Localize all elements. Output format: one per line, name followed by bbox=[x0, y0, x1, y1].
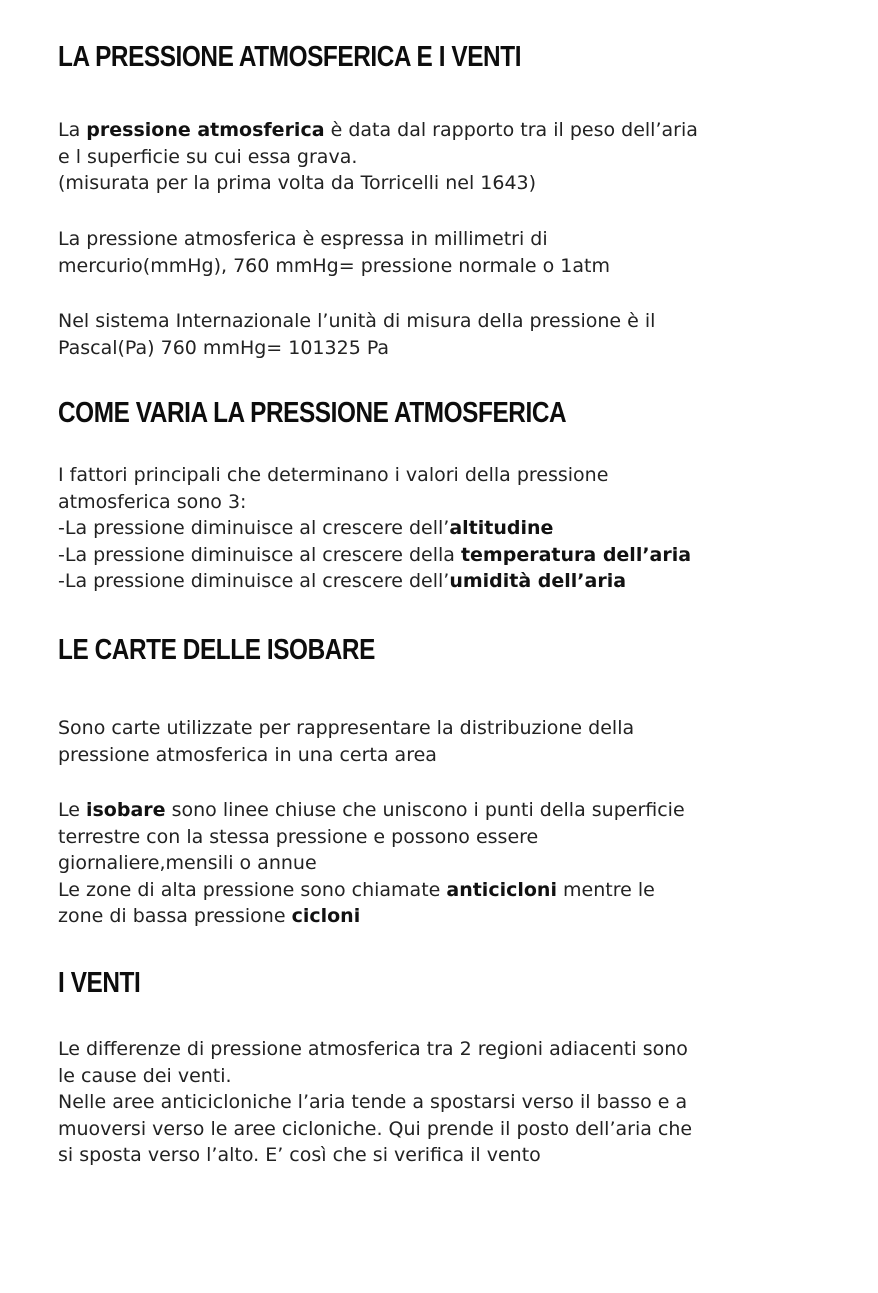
paragraph-carte bbox=[58, 715, 838, 768]
list-item: -La pressione diminuisce al crescere dell’altitudine bbox=[58, 517, 554, 539]
bold-term: cicloni bbox=[291, 905, 361, 927]
text-line: terrestre con la stessa pressione e possono essere bbox=[58, 825, 539, 848]
bold-term: anticicloni bbox=[446, 878, 557, 901]
heading-carte-isobare: LE CARTE DELLE ISOBARE bbox=[58, 634, 375, 666]
text-line: Nelle aree anticicloniche l’aria tende a spostarsi verso il basso e a bbox=[58, 1091, 688, 1113]
text-line: Le isobare sono linee chiuse che uniscono i punti della superficie bbox=[58, 799, 685, 821]
text-line: e l superficie su cui essa grava. bbox=[58, 145, 358, 168]
bold-term: pressione atmosferica bbox=[86, 119, 325, 141]
text-line: zone di bassa pressione cicloni bbox=[58, 905, 361, 927]
paragraph-fattori bbox=[58, 462, 838, 595]
bold-term: umidità dell’aria bbox=[449, 570, 627, 592]
text-line: La pressione atmosferica è data dal rapporto tra il peso dell’aria bbox=[58, 119, 698, 141]
text-line: I fattori principali che determinano i valori della pressione bbox=[58, 464, 609, 486]
heading-come-varia: COME VARIA LA PRESSIONE ATMOSFERICA bbox=[58, 397, 567, 429]
text-line: si sposta verso l’alto. E’ così che si verifica il vento bbox=[58, 1144, 541, 1166]
bold-term: altitudine bbox=[449, 517, 554, 539]
paragraph-venti bbox=[58, 1036, 838, 1169]
list-item: -La pressione diminuisce al crescere dell’umidità dell’aria bbox=[58, 570, 627, 592]
list-item: -La pressione diminuisce al crescere della temperatura dell’aria bbox=[58, 543, 692, 566]
text-line: Sono carte utilizzate per rappresentare la distribuzione della bbox=[58, 717, 635, 739]
text-line: Nel sistema Internazionale l’unità di misura della pressione è il bbox=[58, 310, 656, 332]
text-line: Pascal(Pa) 760 mmHg= 101325 Pa bbox=[58, 336, 390, 359]
bold-term: temperatura dell’aria bbox=[460, 543, 692, 566]
paragraph-definition bbox=[58, 117, 838, 197]
paragraph-mmhg bbox=[58, 226, 838, 279]
heading-pressione-atmosferica: LA PRESSIONE ATMOSFERICA E I VENTI bbox=[58, 41, 522, 73]
text-line: mercurio(mmHg), 760 mmHg= pressione normale o 1atm bbox=[58, 254, 610, 277]
heading-i-venti: I VENTI bbox=[58, 967, 141, 999]
text-line: muoversi verso le aree cicloniche. Qui prende il posto dell’aria che bbox=[58, 1117, 693, 1140]
paragraph-pascal bbox=[58, 308, 838, 361]
text-line: atmosferica sono 3: bbox=[58, 490, 247, 513]
text-line: Le zone di alta pressione sono chiamate anticicloni mentre le bbox=[58, 878, 655, 901]
text-line: pressione atmosferica in una certa area bbox=[58, 743, 437, 766]
text-line: giornaliere,mensili o annue bbox=[58, 852, 317, 874]
bold-term: isobare bbox=[85, 799, 166, 821]
text-line: Le differenze di pressione atmosferica tra 2 regioni adiacenti sono bbox=[58, 1038, 688, 1060]
paragraph-isobare bbox=[58, 797, 838, 930]
text-line: (misurata per la prima volta da Torricelli nel 1643) bbox=[58, 172, 537, 194]
text-line: La pressione atmosferica è espressa in millimetri di bbox=[58, 228, 548, 250]
text-line: le cause dei venti. bbox=[58, 1064, 232, 1087]
